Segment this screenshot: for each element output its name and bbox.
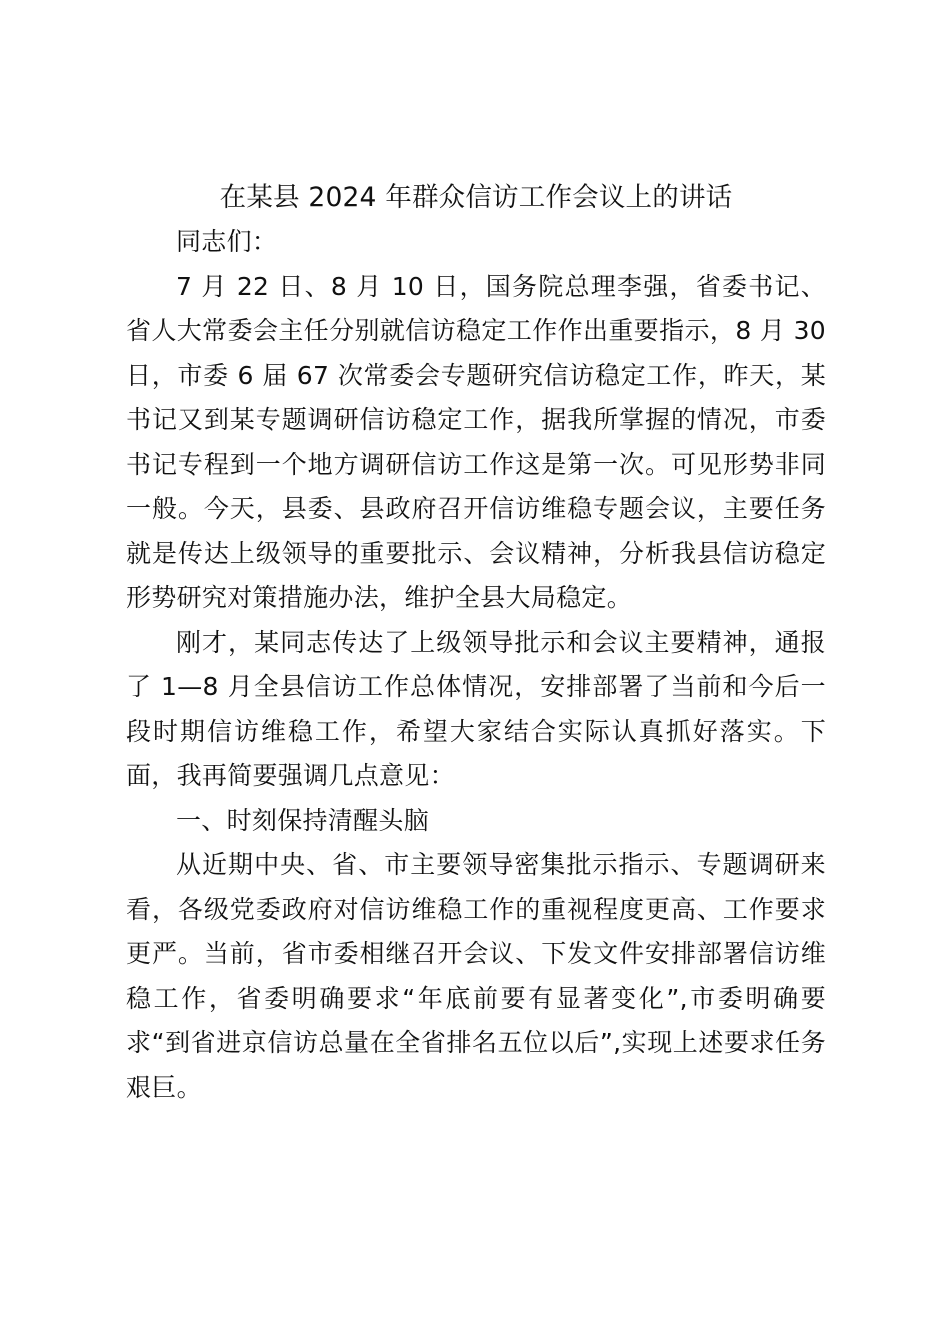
paragraph-overview: 刚才，某同志传达了上级领导批示和会议主要精神，通报了 1—8 月全县信访工作总体情况，安排部署了当前和今后一段时期信访维稳工作，希望大家结合实际认真抓好落实。下面，我再简要强调几点意见： bbox=[126, 627, 826, 790]
salutation: 同志们： bbox=[176, 227, 278, 256]
section-paragraph: 从近期中央、省、市主要领导密集批示指示、专题调研来看，各级党委政府对信访维稳工作的重视程度更高、工作要求更严。当前，省市委相继召开会议、下发文件安排部署信访维稳工作，省委明确要求“年底前要有显著变化”,市委明确要求“到省进京信访总量在全省排名五位以后”,实现上述要求任务艰巨。 bbox=[126, 850, 826, 1102]
document-body bbox=[126, 176, 826, 1110]
paragraph-intro: 7 月 22 日、8 月 10 日，国务院总理李强，省委书记、省人大常委会主任分别就信访稳定工作作出重要指示，8 月 30 日，市委 6 届 67 次常委会专题研究信访稳定工作，昨天，某书记又到某专题调研信访稳定工作，据我所掌握的情况，市委书记专程到一个地方调研信访工作这是第一次。可见形势非同一般。今天，县委、县政府召开信访维稳专题会议，主要任务就是传达上级领导的重要批示、会议精神，分析我县信访稳定形势研究对策措施办法，维护全县大局稳定。 bbox=[126, 271, 826, 612]
section-heading: 一、时刻保持清醒头脑 bbox=[176, 805, 430, 835]
document-title: 在某县 2024 年群众信访工作会议上的讲话 bbox=[219, 182, 733, 213]
